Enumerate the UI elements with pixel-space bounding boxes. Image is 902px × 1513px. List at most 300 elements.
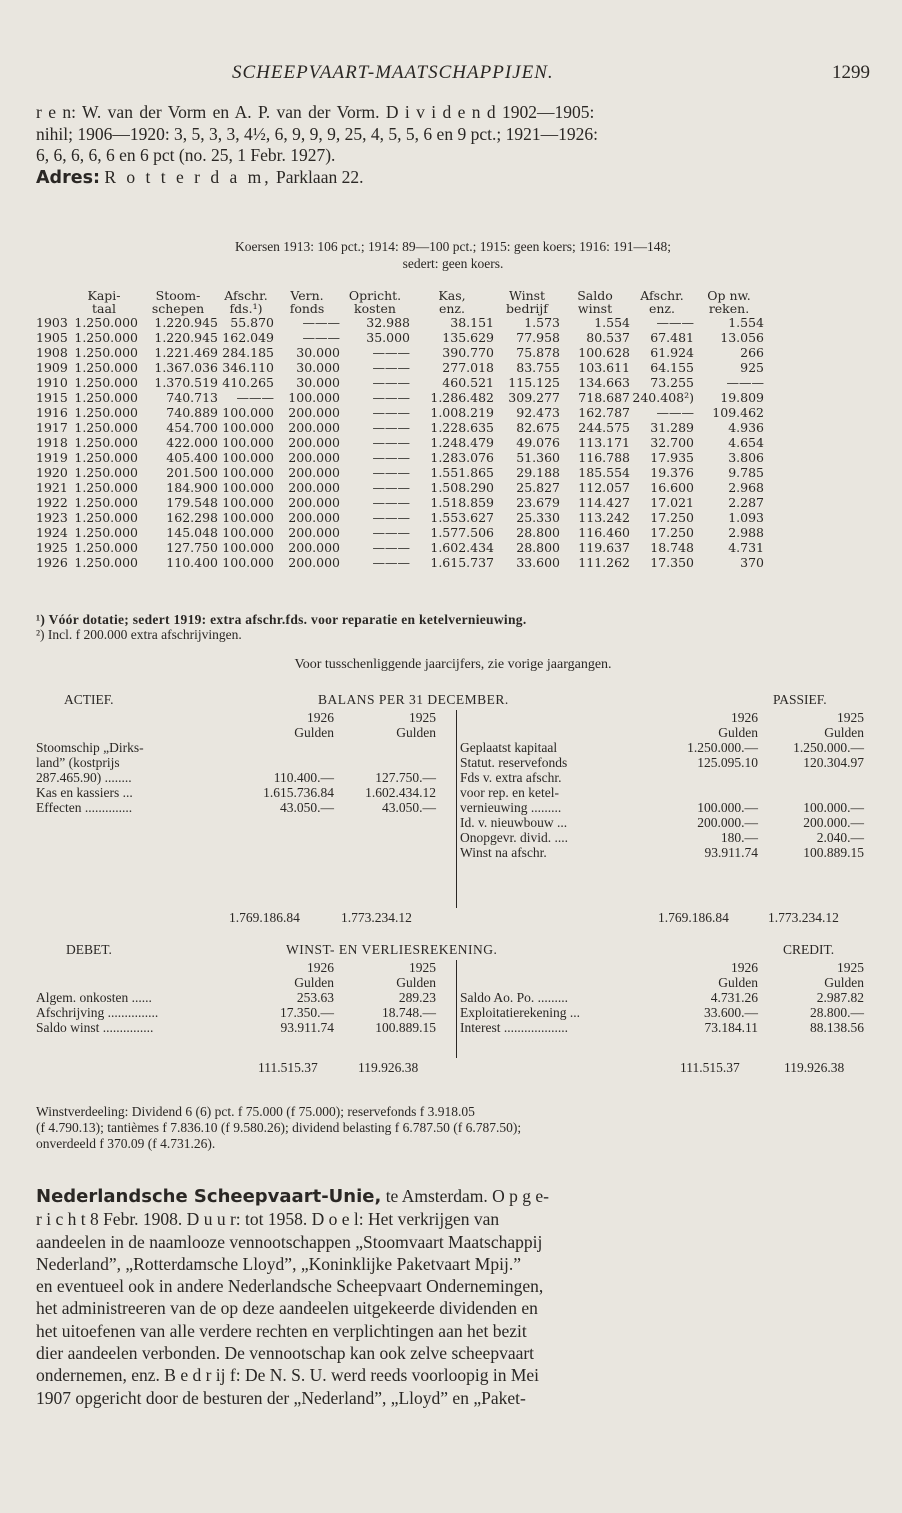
- profit-loss: [36, 942, 866, 1092]
- ledger-row: [456, 845, 866, 860]
- table-cell: 162.298: [166, 510, 218, 525]
- year-row: [36, 960, 456, 975]
- ledger-value: 200.000.—: [803, 815, 864, 830]
- table-cell: 33.600: [516, 555, 560, 570]
- table-cell: 184.900: [166, 480, 218, 495]
- table-cell: 110.400: [166, 555, 218, 570]
- ledger-label: vernieuwing .........: [460, 800, 562, 815]
- table-cell: 100.000: [222, 405, 274, 420]
- koersen-note: [36, 238, 870, 272]
- table-cell: 200.000: [288, 480, 340, 495]
- table-cell: 100.000: [222, 495, 274, 510]
- ledger-row: [36, 800, 456, 815]
- year-cell: 1909: [36, 360, 68, 375]
- table-cell: 405.400: [166, 450, 218, 465]
- column-header: [36, 302, 70, 315]
- ledger-label: Effecten ..............: [36, 800, 133, 815]
- ledger-value: 88.138.56: [810, 1020, 864, 1035]
- table-cell: 75.878: [516, 345, 560, 360]
- table-row: [36, 405, 764, 420]
- unit-row: [36, 975, 456, 990]
- column-header: fonds: [289, 301, 325, 316]
- table-cell: 55.870: [230, 315, 274, 330]
- table-cell: 1.283.076: [430, 450, 494, 465]
- table-cell: 145.048: [166, 525, 218, 540]
- ledger-label: Afschrijving ...............: [36, 1005, 159, 1020]
- column-header: fds.¹): [229, 301, 263, 316]
- ledger-label: Saldo Ao. Po. .........: [460, 990, 569, 1005]
- unit: Gulden: [824, 725, 864, 740]
- column-header: [36, 289, 70, 302]
- table-cell: 1.250.000: [74, 450, 138, 465]
- column-header: enz.: [648, 301, 675, 316]
- column-header: bedrijf: [506, 301, 548, 316]
- year: 1925: [409, 960, 436, 975]
- table-cell: 1.551.865: [430, 465, 494, 480]
- balance-head: [36, 692, 866, 710]
- year-cell: 1918: [36, 435, 68, 450]
- table-cell: 1.250.000: [74, 480, 138, 495]
- table-cell: 200.000: [288, 555, 340, 570]
- table-cell: 32.988: [366, 315, 410, 330]
- table-cell: 925: [740, 360, 764, 375]
- table-cell: 1.577.506: [430, 525, 494, 540]
- table-row: [36, 435, 764, 450]
- address-street: Parklaan 22.: [275, 166, 364, 187]
- table-cell: 740.713: [166, 390, 218, 405]
- table-cell: ———: [372, 345, 410, 360]
- ledger-value: 100.000.—: [803, 800, 864, 815]
- table-cell: 23.679: [516, 495, 560, 510]
- table-cell: 113.242: [578, 510, 630, 525]
- ledger-value: 43.050.—: [382, 800, 436, 815]
- table-cell: 1.008.219: [430, 405, 494, 420]
- column-header: Afschr.: [224, 288, 268, 303]
- koersen-line: Koersen 1913: 106 pct.; 1914: 89—100 pct.; 1915: geen koers; 1916: 191—148;: [234, 239, 672, 254]
- table-cell: 77.958: [516, 330, 560, 345]
- table-cell: 103.611: [578, 360, 630, 375]
- table-cell: 200.000: [288, 540, 340, 555]
- table-row: [36, 330, 764, 345]
- table-cell: 266: [740, 345, 764, 360]
- table-cell: 1.248.479: [430, 435, 494, 450]
- table-cell: 28.800: [516, 525, 560, 540]
- table-cell: ———: [372, 510, 410, 525]
- table-cell: 1.250.000: [74, 360, 138, 375]
- table-cell: 29.188: [516, 465, 560, 480]
- address-label: Adres:: [36, 167, 100, 188]
- table-cell: 1.250.000: [74, 330, 138, 345]
- table-cell: 1.508.290: [430, 480, 494, 495]
- credit-rows: [456, 990, 866, 1035]
- table-cell: 201.500: [166, 465, 218, 480]
- table-cell: 80.537: [586, 330, 630, 345]
- total-debet-1925: 119.926.38: [358, 1060, 419, 1075]
- table-cell: ———: [372, 465, 410, 480]
- footnote-2: ²) Incl. f 200.000 extra afschrijvingen.: [36, 627, 242, 642]
- unit: Gulden: [294, 725, 334, 740]
- table-cell: 30.000: [296, 360, 340, 375]
- footnotes: [36, 612, 527, 642]
- table-cell: 4.654: [728, 435, 764, 450]
- table-cell: 200.000: [288, 510, 340, 525]
- unit-row: [36, 725, 456, 740]
- ledger-value: 200.000.—: [697, 815, 758, 830]
- balance-sheet: [36, 692, 866, 932]
- table-row: [36, 420, 764, 435]
- table-cell: 100.628: [578, 345, 630, 360]
- page-number: 1299: [832, 62, 870, 83]
- table-cell: 112.057: [578, 480, 630, 495]
- table-cell: 51.360: [516, 450, 560, 465]
- table-cell: 1.367.036: [154, 360, 218, 375]
- previous-years-note: Voor tusschenliggende jaarcijfers, zie vorige jaargangen.: [294, 657, 612, 672]
- table-cell: 200.000: [288, 465, 340, 480]
- ledger-row: [456, 1005, 866, 1020]
- ledger-value: 2.987.82: [816, 990, 864, 1005]
- table-cell: 1.554: [594, 315, 630, 330]
- ledger-value: 4.731.26: [710, 990, 758, 1005]
- ledger-value: 120.304.97: [803, 755, 864, 770]
- actief-title: ACTIEF.: [64, 692, 114, 707]
- table-cell: 111.262: [578, 555, 630, 570]
- table-cell: 135.629: [442, 330, 494, 345]
- table-cell: 1.250.000: [74, 345, 138, 360]
- debet-rows: [36, 990, 456, 1035]
- ledger-label: 287.465.90) ........: [36, 770, 132, 785]
- table-cell: 390.770: [442, 345, 494, 360]
- year-row: [36, 710, 456, 725]
- table-cell: 25.827: [516, 480, 560, 495]
- table-cell: ———: [372, 375, 410, 390]
- table-cell: 49.076: [516, 435, 560, 450]
- table-cell: 200.000: [288, 420, 340, 435]
- table-cell: ———: [372, 435, 410, 450]
- total-passief-1925: 1.773.234.12: [768, 910, 839, 925]
- table-cell: ———: [302, 330, 340, 345]
- table-cell: 134.663: [578, 375, 630, 390]
- table-cell: 162.787: [578, 405, 630, 420]
- table-cell: 1.250.000: [74, 375, 138, 390]
- table-body: [36, 315, 764, 570]
- table-row: [36, 450, 764, 465]
- ledger-value: 289.23: [398, 990, 436, 1005]
- year: 1925: [409, 710, 436, 725]
- table-cell: 64.155: [650, 360, 694, 375]
- table-cell: 200.000: [288, 450, 340, 465]
- table-cell: 1.250.000: [74, 555, 138, 570]
- year: 1925: [837, 710, 864, 725]
- table-cell: 100.000: [222, 450, 274, 465]
- year-cell: 1919: [36, 450, 68, 465]
- table-cell: 1.093: [728, 510, 764, 525]
- table-cell: 61.924: [650, 345, 694, 360]
- unit: Gulden: [396, 725, 436, 740]
- dividend-table: [36, 289, 764, 570]
- ledger-row: [36, 740, 456, 755]
- column-header: winst: [577, 301, 613, 316]
- ledger-value: 1.250.000.—: [687, 740, 758, 755]
- table-cell: 179.548: [166, 495, 218, 510]
- ledger-value: 125.095.10: [697, 755, 758, 770]
- ledger-row: [456, 755, 866, 770]
- table-cell: 114.427: [578, 495, 630, 510]
- year-cell: 1908: [36, 345, 68, 360]
- year-cell: 1917: [36, 420, 68, 435]
- company-entry-line: en eventueel ook in andere Nederlandsche Scheepvaart Ondernemingen,: [36, 1276, 544, 1297]
- table-cell: ———: [372, 480, 410, 495]
- company-entry-text: te Amsterdam. O p g e-: [381, 1186, 549, 1206]
- table-cell: 116.788: [578, 450, 630, 465]
- passief-rows: [456, 740, 866, 860]
- actief-rows: [36, 740, 456, 815]
- table-row: [36, 315, 764, 330]
- balance-columns: [36, 710, 866, 910]
- ledger-value: 253.63: [296, 990, 334, 1005]
- running-title: SCHEEPVAART-MAATSCHAPPIJEN.: [232, 62, 554, 83]
- column-header: kosten: [354, 301, 396, 316]
- ledger-label: Interest ...................: [460, 1020, 568, 1035]
- ledger-label: Fds v. extra afschr.: [460, 770, 562, 785]
- table-cell: 718.687: [578, 390, 630, 405]
- koersen-line: sedert: geen koers.: [402, 256, 504, 271]
- table-row: [36, 375, 764, 390]
- profit-loss-head: [36, 942, 866, 960]
- column-header: Opricht.: [348, 288, 402, 303]
- unit: Gulden: [824, 975, 864, 990]
- year: 1926: [307, 960, 334, 975]
- table-cell: 3.806: [728, 450, 764, 465]
- table-cell: 73.255: [650, 375, 694, 390]
- passief-column: [456, 710, 866, 908]
- ledger-value: 93.911.74: [704, 845, 758, 860]
- table-cell: 422.000: [166, 435, 218, 450]
- intro-line: 6, 6, 6, 6, 6 en 6 pct (no. 25, 1 Febr. 1927).: [36, 145, 336, 165]
- table-cell: ———: [236, 390, 274, 405]
- table-cell: 25.330: [516, 510, 560, 525]
- ledger-row: [36, 1020, 456, 1035]
- column-header: reken.: [708, 301, 750, 316]
- table-cell: 740.889: [166, 405, 218, 420]
- table-cell: 82.675: [516, 420, 560, 435]
- ledger-label: Geplaatst kapitaal: [460, 740, 558, 755]
- table-cell: ———: [372, 540, 410, 555]
- ledger-value: 100.889.15: [803, 845, 864, 860]
- year-cell: 1916: [36, 405, 68, 420]
- table-cell: 67.481: [650, 330, 694, 345]
- year-cell: 1925: [36, 540, 68, 555]
- ledger-value: 110.400.—: [273, 770, 334, 785]
- year-cell: 1915: [36, 390, 68, 405]
- table-cell: 200.000: [288, 435, 340, 450]
- profit-distribution-line: onverdeeld f 370.09 (f 4.731.26).: [36, 1136, 216, 1151]
- table-cell: 1.250.000: [74, 525, 138, 540]
- table-row: [36, 360, 764, 375]
- table-cell: 19.809: [720, 390, 764, 405]
- total-debet-1926: 111.515.37: [258, 1060, 318, 1075]
- ledger-row: [456, 785, 866, 800]
- table-cell: 30.000: [296, 375, 340, 390]
- year: 1926: [731, 960, 758, 975]
- year-cell: 1920: [36, 465, 68, 480]
- ledger-row: [36, 785, 456, 800]
- company-entry-line: 1907 opgericht door de besturen der „Nederland”, „Lloyd” en „Paket-: [36, 1387, 526, 1408]
- table-cell: 31.289: [650, 420, 694, 435]
- table-cell: 244.575: [578, 420, 630, 435]
- ledger-row: [36, 755, 456, 770]
- credit-column: [456, 960, 866, 1058]
- table-cell: 100.000: [288, 390, 340, 405]
- table-cell: 100.000: [222, 435, 274, 450]
- intro-line: nihil; 1906—1920: 3, 5, 3, 3, 4½, 6, 9, 9, 9, 25, 4, 5, 5, 6 en 9 pct.; 1921—1926:: [36, 123, 598, 144]
- year-cell: 1910: [36, 375, 68, 390]
- table-cell: 100.000: [222, 555, 274, 570]
- profit-loss-columns: [36, 960, 866, 1060]
- table-cell: ———: [726, 375, 764, 390]
- table-cell: 1.370.519: [154, 375, 218, 390]
- table-cell: 410.265: [222, 375, 274, 390]
- table-cell: 1.250.000: [74, 540, 138, 555]
- ledger-row: [456, 1020, 866, 1035]
- total-actief-1925: 1.773.234.12: [341, 910, 412, 925]
- table-cell: 460.521: [442, 375, 494, 390]
- company-entry: [36, 1185, 870, 1409]
- table-cell: 1.250.000: [74, 510, 138, 525]
- table-cell: 35.000: [366, 330, 410, 345]
- total-credit-1926: 111.515.37: [680, 1060, 740, 1075]
- table-cell: 346.110: [222, 360, 274, 375]
- ledger-value: 1.615.736.84: [263, 785, 334, 800]
- table-cell: 284.185: [222, 345, 274, 360]
- company-entry-line: het administreeren van de op deze aandeelen uitgekeerde dividenden en: [36, 1298, 538, 1319]
- table-row: [36, 555, 764, 570]
- ledger-value: 28.800.—: [810, 1005, 864, 1020]
- company-entry-line: dier aandeelen verbonden. De vennootschap kan ook zelve scheepvaart: [36, 1343, 535, 1364]
- table-row: [36, 525, 764, 540]
- table-row: [36, 345, 764, 360]
- ledger-row: [456, 800, 866, 815]
- year-cell: 1926: [36, 555, 68, 570]
- column-header: Op nw.: [707, 288, 751, 303]
- table-cell: 115.125: [508, 375, 560, 390]
- ledger-value: 17.350.—: [280, 1005, 334, 1020]
- table-cell: 17.250: [650, 525, 694, 540]
- company-entry-line: aandeelen in de naamlooze vennootschappen „Stoomvaart Maatschappij: [36, 1231, 543, 1252]
- table-cell: 200.000: [288, 495, 340, 510]
- ledger-value: 100.000.—: [697, 800, 758, 815]
- column-header: enz.: [438, 301, 465, 316]
- ledger-label: voor rep. en ketel-: [460, 785, 559, 800]
- total-credit-1925: 119.926.38: [784, 1060, 845, 1075]
- ledger-value: 43.050.—: [280, 800, 334, 815]
- table-cell: 1.518.859: [430, 495, 494, 510]
- profit-loss-title: WINST- EN VERLIESREKENING.: [286, 942, 498, 957]
- table-cell: 100.000: [222, 510, 274, 525]
- table-cell: 4.936: [728, 420, 764, 435]
- table-cell: 1.250.000: [74, 420, 138, 435]
- company-name: Nederlandsche Scheepvaart-Unie,: [36, 1186, 382, 1207]
- unit-row: [456, 975, 866, 990]
- column-header: schepen: [151, 301, 205, 316]
- table-cell: 100.000: [222, 540, 274, 555]
- table-cell: 1.220.945: [154, 315, 218, 330]
- address-city: R o t t e r d a m,: [104, 166, 272, 187]
- table-cell: 1.221.469: [154, 345, 218, 360]
- ledger-label: Kas en kassiers ...: [36, 785, 133, 800]
- profit-distribution: [36, 1104, 870, 1152]
- ledger-value: 100.889.15: [375, 1020, 436, 1035]
- balance-totals: [36, 910, 866, 928]
- footnote-1: ¹) Vóór dotatie; sedert 1919: extra afschr.fds. voor reparatie en ketelvernieuwing.: [36, 612, 527, 627]
- ledger-label: Onopgevr. divid. ....: [460, 830, 568, 845]
- table-cell: ———: [372, 555, 410, 570]
- company-entry-line: Nederland”, „Rotterdamsche Lloyd”, „Koninklijke Paketvaart Mpij.”: [36, 1253, 521, 1274]
- table-cell: 1.250.000: [74, 315, 138, 330]
- year-row: [456, 960, 866, 975]
- ledger-row: [36, 990, 456, 1005]
- table-row: [36, 510, 764, 525]
- ledger-label: land” (kostprijs: [36, 755, 120, 770]
- table-cell: 17.021: [650, 495, 694, 510]
- ledger-value: 1.602.434.12: [365, 785, 436, 800]
- table-row: [36, 465, 764, 480]
- total-passief-1926: 1.769.186.84: [658, 910, 729, 925]
- credit-title: CREDIT.: [783, 942, 835, 957]
- debet-column: [36, 960, 457, 1058]
- table-cell: 370: [740, 555, 764, 570]
- ledger-row: [456, 740, 866, 755]
- table-cell: ———: [372, 360, 410, 375]
- table-cell: 200.000: [288, 405, 340, 420]
- table-cell: 240.408²): [632, 390, 694, 405]
- table-cell: ———: [372, 405, 410, 420]
- table-cell: 1.250.000: [74, 495, 138, 510]
- year-cell: 1905: [36, 330, 68, 345]
- table-cell: 32.700: [650, 435, 694, 450]
- table-cell: ———: [372, 420, 410, 435]
- profit-distribution-line: Winstverdeeling: Dividend 6 (6) pct. f 75.000 (f 75.000); reservefonds f 3.918.05: [36, 1104, 475, 1119]
- table-row: [36, 495, 764, 510]
- table-cell: 1.250.000: [74, 435, 138, 450]
- table-row: [36, 390, 764, 405]
- table-cell: 17.250: [650, 510, 694, 525]
- ledger-value: 33.600.—: [704, 1005, 758, 1020]
- table-cell: 13.056: [720, 330, 764, 345]
- unit-row: [456, 725, 866, 740]
- balance-title: BALANS PER 31 DECEMBER.: [318, 692, 509, 707]
- ledger-value: 180.—: [720, 830, 758, 845]
- ledger-label: Saldo winst ...............: [36, 1020, 154, 1035]
- table-cell: 16.600: [650, 480, 694, 495]
- unit: Gulden: [718, 975, 758, 990]
- column-header: Vern.: [290, 288, 324, 303]
- column-header: Saldo: [577, 288, 613, 303]
- table-cell: 1.615.737: [430, 555, 494, 570]
- table-cell: 100.000: [222, 525, 274, 540]
- year: 1926: [307, 710, 334, 725]
- column-header: Winst: [508, 288, 546, 303]
- table-row: [36, 540, 764, 555]
- ledger-value: 73.184.11: [704, 1020, 758, 1035]
- table-cell: 28.800: [516, 540, 560, 555]
- total-actief-1926: 1.769.186.84: [229, 910, 300, 925]
- table-cell: ———: [372, 390, 410, 405]
- column-header: Afschr.: [640, 288, 684, 303]
- table-cell: 1.573: [524, 315, 560, 330]
- table-cell: ———: [656, 405, 694, 420]
- table-cell: 109.462: [712, 405, 764, 420]
- ledger-row: [456, 830, 866, 845]
